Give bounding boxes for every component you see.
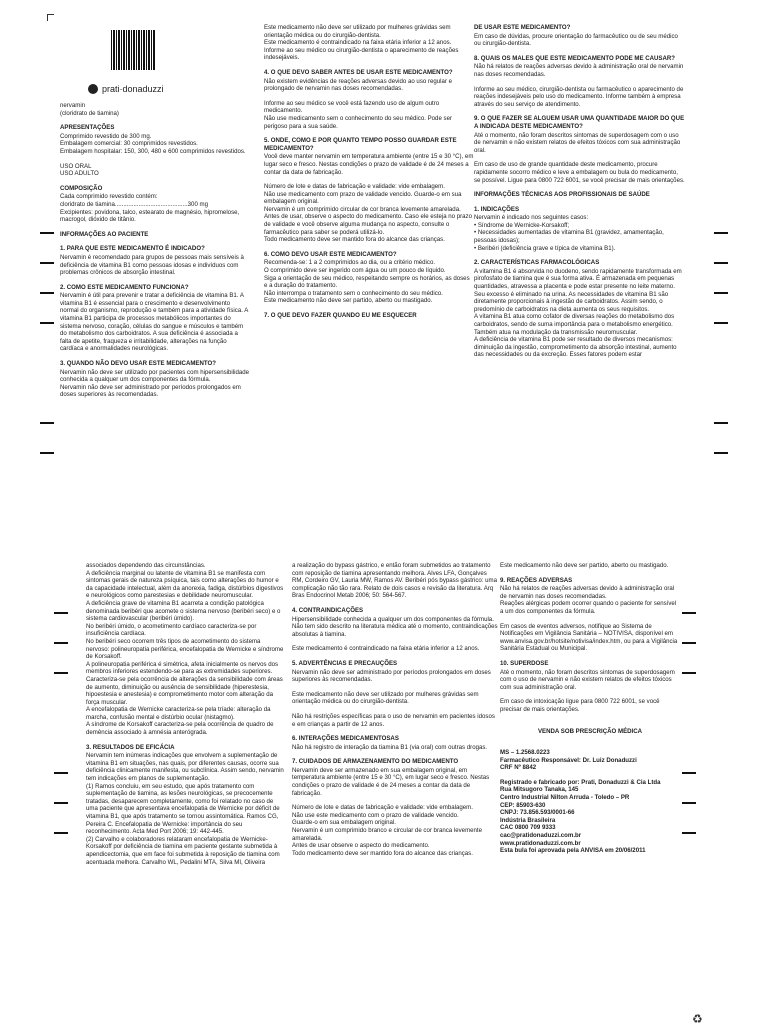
section-block	[474, 259, 686, 359]
section-block	[60, 245, 250, 276]
section-text: Não existem evidências de reações adversas devido ao uso regular e prolongado de nervamin nas doses recomendadas.	[264, 77, 452, 93]
section-heading: 4. O QUE DEVO SABER ANTES DE USAR ESTE MEDICAMENTO?	[264, 68, 453, 76]
section-block	[474, 115, 686, 154]
section-text: nervamin (cloridrato de tiamina)	[60, 102, 119, 117]
section-text: Até o momento, não foram descritos sintomas de superdosagem com o uso de nervamin e não existem relatos de efeitos tóxicos com sua administração oral.	[474, 131, 681, 154]
section-text: Informe ao seu médico, cirurgião-dentista ou farmacêutico o aparecimento de reações indesejáveis pelo uso do medicamento. Informe também à empresa através do seu serviço de atendimento.	[474, 85, 684, 108]
margin-tick	[714, 452, 728, 454]
margin-tick	[40, 322, 54, 324]
column-5	[292, 562, 498, 1022]
column-1	[60, 102, 250, 502]
margin-tick	[54, 772, 68, 774]
section-heading: 1. PARA QUE ESTE MEDICAMENTO É INDICADO?	[60, 245, 205, 253]
section-block	[60, 163, 250, 178]
section-heading: 6. INTERAÇÕES MEDICAMENTOSAS	[292, 735, 399, 743]
section-text: Este medicamento não deve ser utilizado por mulheres grávidas sem orientação médica ou do cirurgião-dentista. Este medicamento é contraindicado na faixa etária inferior a 12 anos. Informe ao seu médico ou cirurgião-dentista o aparecimento de reações indesejáveis.	[264, 24, 459, 62]
section-block	[292, 645, 498, 653]
section-text: Em casos de eventos adversos, notifique ao Sistema de Notificações em Vigilância Sanitária – NOTIVISA, disponível em www.anvisa.gov.br/hotsite/notivisa/index.htm, ou para a Vigilância Sanitária Estadual ou Municipal.	[500, 622, 678, 653]
section-block	[264, 69, 474, 93]
section-text: Nervamin não deve ser utilizado por pacientes com hipersensibilidade conhecida a qualquer um dos componentes da fórmula. Nervamin não deve ser administrado por períodos prolongados em doses superiores às recomendadas.	[60, 368, 250, 399]
section-text: Nervamin é útil para prevenir e tratar a deficiência de vitamina B1. A vitamina B1 é essencial para o crescimento e desenvolvimento normal do organismo, reprodução e também para a atividade física. A vitamina B1 participa de processos metabólicos importantes do sistema nervoso, coração, células do sangue e músculos e também do metabolismo dos carboidratos. A sua deficiência é associada a falta de apetite, fraqueza e irritabilidade, alterações na função cardíaca e anormalidades neurológicas.	[60, 292, 248, 353]
section-text: Nervamin é indicado nos seguintes casos: • Síndrome de Wernicke-Korsakoff; • Necessidades aumentadas de vitamina B1 (gravidez, amamentação, pessoas idosas); • Beribéri (deficiência grave e típica de vitamina B1).	[474, 214, 664, 252]
margin-tick	[682, 612, 696, 614]
column-6	[500, 562, 680, 1022]
section-block	[292, 607, 498, 638]
margin-tick	[54, 832, 68, 834]
section-block	[292, 562, 498, 600]
section-text: Em caso de dúvidas, procure orientação do farmacêutico ou de seu médico ou cirurgião-dentista.	[474, 32, 678, 48]
margin-tick	[682, 642, 696, 644]
section-block	[474, 24, 686, 48]
section-block	[264, 251, 474, 305]
margin-tick	[40, 452, 54, 454]
section-block	[292, 660, 498, 684]
margin-tick	[714, 262, 728, 264]
manufacturer-info: Registrado e fabricado por: Prati, Donaduzzi & Cia Ltda Rua Mitsugoro Tanaka, 145 Centro Industrial Nilton Arruda - Toledo – PR CEP: 85903-630 CNPJ: 73.856.593/0001-66 Indústria Brasileira CAC 0800 709 9333 cac@pratidonaduzzi.com.br www.pratidonaduzzi.com.br Esta bula foi aprovada pela ANVISA em 20/06/2011	[500, 778, 661, 855]
section-block	[292, 804, 498, 857]
section-text: Não há relatos de reações adversas devido à administração oral de nervamin nas doses recomendadas. Reações alérgicas podem ocorrer quando o paciente for sensível a um dos componentes da fórmula.	[500, 585, 677, 615]
margin-tick	[40, 292, 54, 294]
section-heading: INFORMAÇÕES AO PACIENTE	[60, 230, 149, 238]
section-heading: 6. COMO DEVO USAR ESTE MEDICAMENTO?	[264, 250, 397, 258]
section-text: Informe ao seu médico se você está fazendo uso de algum outro medicamento. Não use medicamento sem o conhecimento do seu médico. Pode ser perigoso para a sua saúde.	[264, 99, 452, 130]
section-text: Nervamin é recomendado para grupos de pessoas mais sensíveis à deficiência de vitamina B1 como pessoas idosas e indivíduos com problemas crônicos de absorção intestinal.	[60, 253, 244, 277]
section-heading: 2. COMO ESTE MEDICAMENTO FUNCIONA?	[60, 283, 189, 291]
section-text: Este medicamento não deve ser partido, aberto ou mastigado.	[500, 562, 669, 569]
section-block	[264, 100, 474, 130]
section-text: Recomenda-se: 1 a 2 comprimidos ao dia, ou a critério médico. O comprimido deve ser ingerido com água ou um pouco de líquido. Siga a orientação de seu médico, respeitando sempre os horários, as doses e a duração do tratamento. Não interrompa o tratamento sem o conhecimento do seu médico. Este medicamento não deve ser partido, aberto ou mastigado.	[264, 259, 470, 305]
section-text: Comprimido revestido de 300 mg. Embalagem comercial: 30 comprimidos revestidos. Embalagem hospitalar: 150, 300, 480 e 600 comprimidos revestidos.	[60, 132, 246, 155]
section-text: Cada comprimido revestido contém: cloridrato de tiamina...........................................300 mg Excipientes: povidona, talco, estearato de magnésio, hipromelose, macrogol, dióxido de titânio.	[60, 193, 240, 224]
margin-tick	[714, 422, 728, 424]
section-heading: 8. QUAIS OS MALES QUE ESTE MEDICAMENTO PODE ME CAUSAR?	[474, 54, 676, 62]
margin-tick	[54, 672, 68, 674]
section-block	[474, 86, 686, 109]
section-text: a realização do bypass gástrico, e então foram submetidos ao tratamento com reposição de tiamina apresentando melhora. Alves LFA, Gonçalves RM, Cordeiro GV, Lauria MW, Ramos AV. Beribéri pós bypass gástrico: uma complicação não tão rara. Relato de dois casos e revisão da literatura. Arq Bras Endocrinol Metab 2006; 50: 564-567.	[292, 562, 498, 600]
section-text: Nervamin tem inúmeras indicações que envolvem a suplementação de vitamina B1 em situações, nas quais, por diferentes causas, ocorre sua deficiência clinicamente manifesta, ou subclínica. Assim sendo, nervamin tem indicações em planos de suplementação. (1) Ramos concluiu, em seu estudo, que após tratamento com suplementação de tiamina, as lesões neurológicas, se precocemente tratadas, desaparecem completamente, como foi relatado no caso de uma paciente que apresentava encefalopatia de Wernicke por déficit de vitamina B1, que após tratamento se tornou assintomática. Ramos CG, Pereira C. Encefalopatia de Wernicke: importância do seu reconhecimento. Acta Med Port 2006; 19: 442-445. (2) Carvalho e colaboradores relataram encefalopatia de Wernicke-Korsakoff por deficiência de tiamina em paciente gestante submetida à apendicectomia, que em face foi submetida à reposição de tiamina com acentuada melhora. Carvalho WL, Pedalini MTA, Silva MI, Oliveira	[86, 752, 284, 866]
section-text: USO ORAL USO ADULTO	[60, 162, 99, 178]
section-block	[264, 24, 474, 62]
section-text: associados dependendo das circunstâncias. A deficiência marginal ou latente de vitamina B1 se manifesta com sintomas gerais de natureza psíquica, tais como alterações do humor e da capacidade intelectual, além da anorexia, fadiga, distúrbios digestivos e neurológicos como parestesias e debilidade neuromuscular. A deficiência grave de vitamina B1 acarreta a condição patológica denominada beribéri que acomete o sistema nervoso (beribéri seco) e o sistema cardiovascular (beribéri úmido). No beribéri úmido, o acometimento cardíaco caracteriza-se por insuficiência cardíaca. No beribéri seco ocorrem três tipos de acometimento do sistema nervoso: polineuropatia periférica, encefalopatia de Wernicke e síndrome de Korsakoff. A polineuropatia periférica é simétrica, afeta inicialmente os nervos dos membros inferiores estendendo-se para as extremidades superiores. Caracteriza-se pela ocorrência de alterações da sensibilidade com áreas de aumento, diminuição ou ausência de sensibilidade (hiperestesia, hipoestesia e anestesia) e comprometimento motor com alteração da força muscular. A encefalopatia de Wernicke caracteriza-se pela tríade: alteração da marcha, confusão mental e distúrbio ocular (nistagmo). A síndrome de Korsakoff caracteriza-se pela ocorrência de quadro de demência associado à amnésia anterógrada.	[86, 562, 284, 737]
margin-tick	[40, 422, 54, 424]
margin-tick	[54, 642, 68, 644]
section-text: Nervamin não deve ser administrado por períodos prolongados em doses superiores às recomendadas.	[292, 668, 491, 684]
section-block	[500, 577, 680, 616]
section-heading: 5. ONDE, COMO E POR QUANTO TEMPO POSSO GUARDAR ESTE MEDICAMENTO?	[264, 137, 457, 152]
section-block	[292, 758, 498, 797]
section-text: Hipersensibilidade conhecida a qualquer um dos componentes da fórmula. Não tem sido descrito na literatura médica até o momento, contraindicações absolutas à tiamina.	[292, 615, 498, 638]
logo-mark-icon	[88, 84, 98, 94]
section-block	[474, 161, 686, 184]
sale-notice: VENDA SOB PRESCRIÇÃO MÉDICA	[537, 727, 643, 735]
section-text: A vitamina B1 é absorvida no duodeno, sendo rapidamente transformada em pirofosfato de tiamina que é sua forma ativa. É armazenada em pequenas quantidades, atravessa a placenta e pode estar presente no leite materno. Seu excesso é eliminado na urina. As necessidades de vitamina B1 são diretamente proporcionais à ingestão de carboidratos. Assim sendo, o predomínio de carboidratos na dieta aumenta os seus requisitos. A vitamina B1 atua como cofator de diversas reações do metabolismo dos carboidratos, sendo de suma importância para o metabolismo energético. Também atua na modulação da transmissão neuromuscular. A deficiência de vitamina B1 pode ser resultado de diversos mecanismos: diminuição da ingestão, comprometimento da absorção intestinal, aumento das necessidades ou da excreção. Esses fatores podem estar	[474, 267, 682, 359]
recycle-icon: ♻	[692, 1012, 703, 1026]
section-block	[60, 124, 250, 155]
section-block	[474, 206, 686, 253]
section-block	[60, 231, 250, 239]
section-text: Nervamin deve ser armazenado em sua embalagem original, em temperatura ambiente (entre 15 e 30 °C), em lugar seco e fresco. Nestas condições o prazo de validade é de 24 meses a contar da data de fabricação.	[292, 766, 490, 797]
brand-name: prati·donaduzzi	[102, 84, 164, 94]
section-heading: 4. CONTRAINDICAÇÕES	[292, 606, 364, 614]
section-heading: 7. O QUE DEVO FAZER QUANDO EU ME ESQUECER	[264, 312, 417, 319]
section-text: Número de lote e datas de fabricação e validade: vide embalagem. Não use medicamento com prazo de validade vencido. Guarde-o em sua embalagem original. Nervamin é um comprimido circular de cor branca levemente amarelada. Antes de usar, observe o aspecto do medicamento. Caso ele esteja no prazo de validade e você observe alguma mudança no aspecto, consulte o farmacêutico para saber se poderá utilizá-lo. Todo medicamento deve ser mantido fora do alcance das crianças.	[264, 183, 472, 244]
section-text: Você deve manter nervamin em temperatura ambiente (entre 15 e 30 °C), em lugar seco e fresco. Nestas condições o prazo de validade é de 24 meses a contar da data de fabricação.	[264, 153, 474, 176]
section-heading: 3. RESULTADOS DE EFICÁCIA	[86, 743, 175, 751]
section-text: Em caso de uso de grande quantidade deste medicamento, procure rapidamente socorro médico e leve a embalagem ou bula do medicamento, se possível. Ligue para 0800 722 6001, se você precisar de mais orientações.	[474, 161, 685, 184]
margin-tick	[714, 322, 728, 324]
section-block	[60, 360, 250, 399]
section-heading: COMPOSIÇÃO	[60, 184, 103, 192]
regulatory-info: MS – 1.2568.0223 Farmacêutico Responsável: Dr. Luiz Donaduzzi CRF Nº 8842	[500, 749, 637, 772]
section-block	[500, 660, 680, 691]
section-heading: 9. O QUE FAZER SE ALGUEM USAR UMA QUANTIDADE MAIOR DO QUE A INDICADA DESTE MEDICAMENTO?	[474, 115, 685, 130]
section-block	[264, 183, 474, 244]
column-3	[474, 24, 686, 499]
crop-mark-top-left	[47, 14, 54, 21]
section-text: Este medicamento é contraindicado na faixa etária inferior a 12 anos.	[292, 645, 480, 653]
section-text: Não há restrições específicas para o uso de nervamin em pacientes idosos e em crianças a partir de 12 anos.	[292, 712, 495, 728]
margin-tick	[40, 232, 54, 234]
section-heading: 5. ADVERTÊNCIAS E PRECAUÇÕES	[292, 659, 398, 667]
margin-tick	[54, 612, 68, 614]
brand-logo	[88, 84, 164, 94]
section-block	[60, 102, 250, 117]
section-block	[264, 312, 474, 320]
section-text: Número de lote e datas de fabricação e validade: vide embalagem. Não use este medicamento com o prazo de validade vencido. Guarde-o em sua embalagem original. Nervamin é um comprimido branco e circular de cor branca levemente amarelada. Antes de usar observe o aspecto do medicamento. Todo medicamento deve ser mantido fora do alcance das crianças.	[292, 804, 483, 857]
section-heading: 10. SUPERDOSE	[500, 659, 549, 667]
section-block	[86, 562, 284, 737]
section-text: Em caso de intoxicação ligue para 0800 722 6001, se você precisar de mais orientações.	[500, 698, 660, 713]
section-block	[264, 137, 474, 176]
margin-tick	[54, 802, 68, 804]
section-heading: 7. CUIDADOS DE ARMAZENAMENTO DO MEDICAMENTO	[292, 758, 459, 766]
margin-tick	[682, 672, 696, 674]
section-heading: 2. CARACTERÍSTICAS FARMACOLÓGICAS	[474, 259, 600, 267]
margin-tick	[40, 262, 54, 264]
section-block	[60, 185, 250, 224]
section-text: Não há registro de interação da tiamina B1 (via oral) com outras drogas.	[292, 743, 488, 751]
section-block	[292, 735, 498, 751]
margin-tick	[682, 802, 696, 804]
section-heading: INFORMAÇÕES TÉCNICAS AOS PROFISSIONAIS DE SAÚDE	[474, 191, 650, 199]
margin-tick	[682, 772, 696, 774]
margin-tick	[714, 292, 728, 294]
section-heading: 3. QUANDO NÃO DEVO USAR ESTE MEDICAMENTO?	[60, 360, 216, 368]
section-block	[60, 284, 250, 353]
section-heading: DE USAR ESTE MEDICAMENTO?	[474, 24, 571, 31]
section-text: Não há relatos de reações adversas devido à administração oral de nervamin nas doses recomendadas.	[474, 63, 684, 78]
section-block	[474, 191, 686, 199]
column-2	[264, 24, 474, 474]
section-block	[292, 691, 498, 706]
section-block	[474, 55, 686, 79]
column-4	[86, 562, 284, 1022]
section-heading: 1. INDICAÇÕES	[474, 205, 520, 213]
section-block	[86, 744, 284, 867]
section-heading: APRESENTAÇÕES	[60, 124, 115, 132]
barcode	[111, 30, 155, 70]
section-text: Este medicamento não deve ser utilizado por mulheres grávidas sem orientação médica ou do cirurgião-dentista.	[292, 690, 479, 706]
margin-tick	[682, 832, 696, 834]
section-block	[500, 562, 680, 570]
section-block	[292, 713, 498, 728]
section-heading: 9. REAÇÕES ADVERSAS	[500, 576, 573, 584]
margin-tick	[714, 232, 728, 234]
section-block	[500, 623, 680, 653]
section-text: Até o momento, não foram descritos sintomas de superdosagem com o uso de nervamin e não existem relatos de efeitos tóxicos com sua administração oral.	[500, 668, 675, 691]
section-block	[500, 698, 680, 713]
